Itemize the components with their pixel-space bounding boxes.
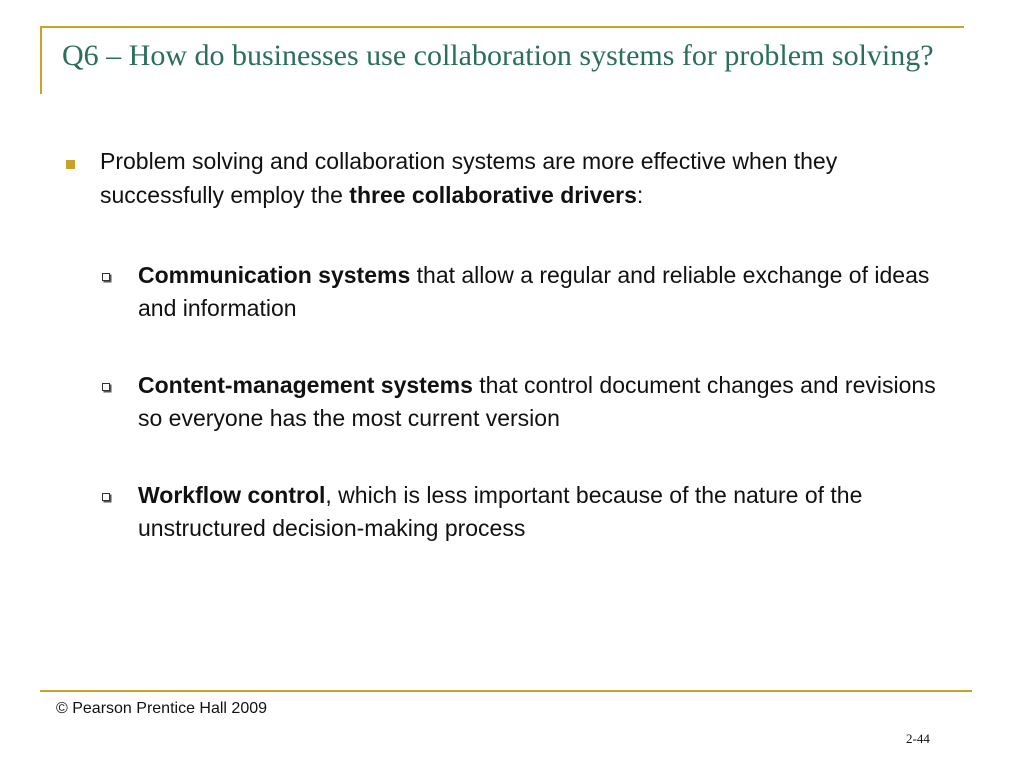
sub-bullet-term: Communication systems — [138, 262, 411, 288]
sub-bullet-description: that allow a regular and reliable exchange of ideas and information — [138, 262, 930, 321]
hollow-square-bullet-icon — [102, 493, 110, 501]
sub-bullet-term: Workflow control — [138, 482, 326, 508]
copyright-notice: © Pearson Prentice Hall 2009 — [56, 700, 268, 717]
main-bullet-text-end: : — [636, 182, 644, 208]
slide-title: Q6 – How do businesses use collaboration systems for problem solving? — [62, 39, 934, 72]
sub-bullet-text — [138, 479, 964, 545]
main-bullet-text — [100, 144, 960, 212]
sub-bullet-text — [138, 259, 964, 325]
sub-bullet-description: that control document changes and revisions so everyone has the most current version — [138, 372, 936, 431]
title-top-rule — [40, 26, 964, 28]
page-number: 2-44 — [906, 731, 930, 746]
main-bullet-emphasis: three collaborative drivers — [349, 182, 637, 208]
main-bullet-text-start: Problem solving and collaboration systems are more effective when they successfully employ the — [100, 148, 838, 208]
sub-bullet-description: , which is less important because of the nature of the unstructured decision-making process — [138, 482, 863, 541]
hollow-square-bullet-icon — [102, 383, 110, 391]
square-bullet-icon — [66, 160, 75, 169]
footer-rule — [40, 690, 972, 692]
hollow-square-bullet-icon — [102, 273, 110, 281]
sub-bullet-term: Content-management systems — [138, 372, 473, 398]
title-left-rule — [40, 26, 42, 94]
sub-bullet-text — [138, 369, 964, 435]
